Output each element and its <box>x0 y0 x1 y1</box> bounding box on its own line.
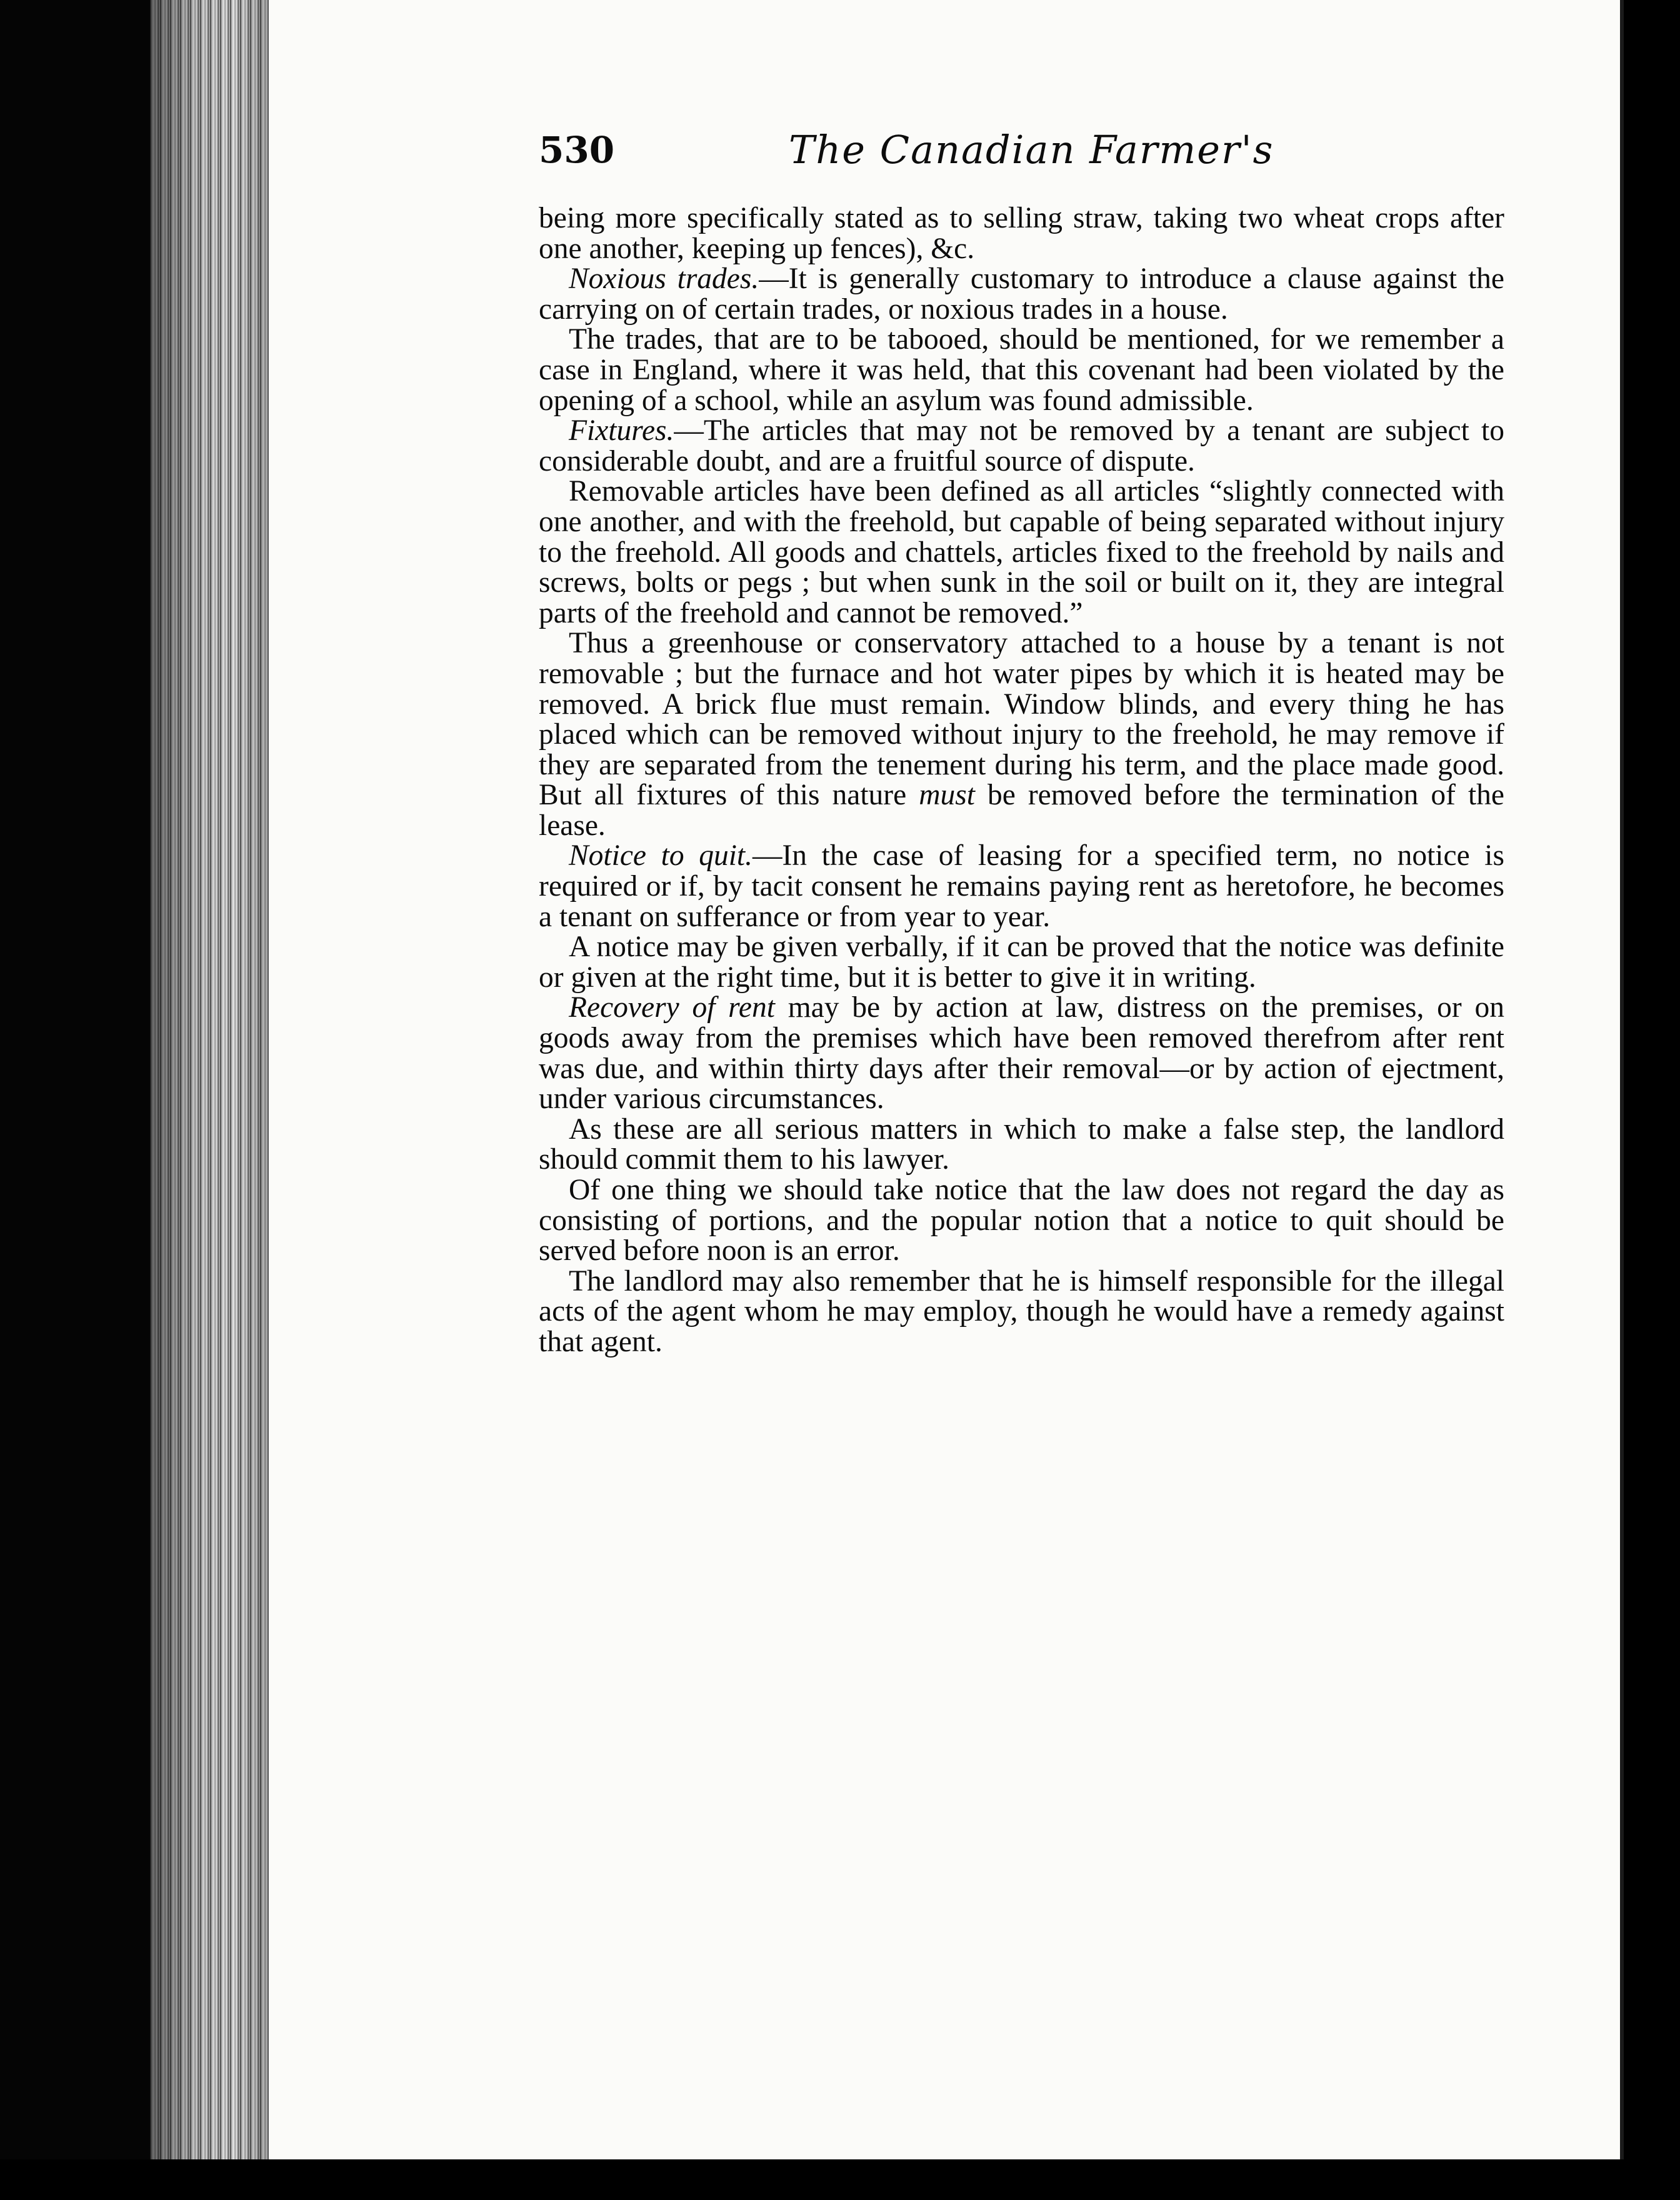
paragraph-verbal-notice <box>539 932 1504 992</box>
running-head <box>539 125 1514 181</box>
paragraph-text: —It is generally customary to introduce a clause against the carrying on of certain trades, or noxious trades in a house. <box>539 262 1504 326</box>
paragraph-text: may be by action at law, distress on the premises, or on goods away from the premises which have been removed therefrom after rent was due, and within thirty days after their removal—or by action of ejectment, under various circumstances. <box>539 991 1504 1116</box>
paragraph-text: —In the case of leasing for a specified term, no notice is required or if, by tacit consent he remains paying rent as heretofore, he becomes a tenant on sufferance or from year to year. <box>539 839 1504 933</box>
paragraph-lead: Fixtures. <box>569 414 674 448</box>
paragraph-recovery-of-rent <box>539 992 1504 1114</box>
paragraph-text: —The articles that may not be removed by a tenant are subject to considerable doubt, and are a fruitful source of dispute. <box>539 414 1504 478</box>
paragraph-continuation <box>539 203 1504 264</box>
paragraph-serious-matters <box>539 1114 1504 1175</box>
body-text <box>539 203 1504 1358</box>
emphasis-must: must <box>919 779 975 812</box>
paragraph-text: Removable articles have been defined as all articles “slightly connected with one another, and with the freehold, but capable of being separated without injury to the freehold. All goods and chattels, articles fixed to the freehold by nails and screws, bolts or pegs ; but when sunk in the soil or built on it, they are integral parts of the freehold and cannot be removed.” <box>539 475 1504 629</box>
paragraph-text: A notice may be given verbally, if it can be proved that the notice was definite or given at the right time, but it is better to give it in writing. <box>539 931 1504 994</box>
scanner-background-bottom <box>0 2159 1680 2200</box>
paragraph-fixtures <box>539 416 1504 476</box>
paragraph-text: The trades, that are to be tabooed, should be mentioned, for we remember a case in England, where it was held, that this covenant had been violated by the opening of a school, while an asylum was found admissible. <box>539 323 1504 417</box>
page-number: 530 <box>539 129 615 171</box>
paragraph-text: be removed before the termination of the lease. <box>539 779 1504 842</box>
paragraph-text: being more specifically stated as to selling straw, taking two wheat crops after one another, keeping up fences), &c. <box>539 202 1504 265</box>
paragraph-one-thing <box>539 1175 1504 1266</box>
paragraph-text: The landlord may also remember that he is himself responsible for the illegal acts of the agent whom he may employ, though he would have a remedy against that agent. <box>539 1264 1504 1358</box>
paragraph-trades-tabooed <box>539 324 1504 416</box>
paragraph-lead: Notice to quit. <box>569 839 752 872</box>
paragraph-text: Of one thing we should take notice that the law does not regard the day as consisting of portions, and the popular notion that a notice to quit should be served before noon is an error. <box>539 1174 1504 1268</box>
scanner-background-left <box>0 0 150 2200</box>
paragraph-text: Thus a greenhouse or conservatory attached to a house by a tenant is not removable ; but the furnace and hot water pipes by which it is heated may be removed. A brick flue must remain. Window blinds, and every thing he has placed which can be removed without injury to the freehold, he may remove if they are separated from the tenement during his term, and the place made good. But all fixtures of this nature <box>539 627 1504 812</box>
paragraph-lead: Noxious trades. <box>569 262 759 296</box>
paragraph-noxious-trades <box>539 264 1504 324</box>
paragraph-lead: Recovery of rent <box>569 991 775 1024</box>
paragraph-greenhouse <box>539 628 1504 841</box>
paragraph-landlord-responsible <box>539 1266 1504 1358</box>
page-edges-shadow <box>150 0 269 2200</box>
paragraph-text: As these are all serious matters in which to make a false step, the landlord should commit them to his lawyer. <box>539 1112 1504 1176</box>
running-title: The Canadian Farmer's <box>789 127 1274 172</box>
paragraph-removable-articles <box>539 476 1504 628</box>
paragraph-notice-to-quit <box>539 841 1504 932</box>
scanner-background-right <box>1624 0 1680 2200</box>
